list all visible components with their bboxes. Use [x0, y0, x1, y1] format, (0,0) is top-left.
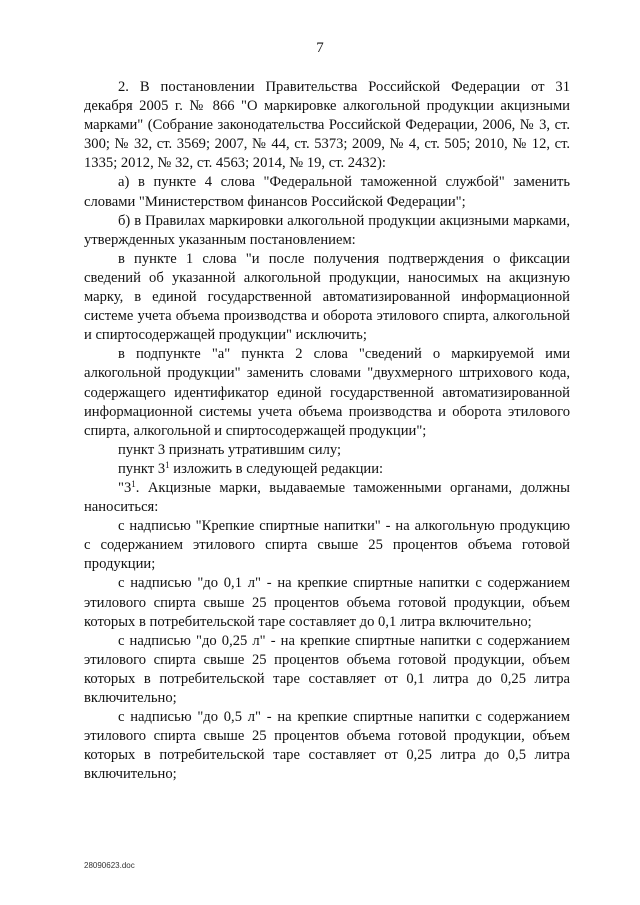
document-footer: 28090623.doc [84, 861, 135, 870]
superscript: 1 [165, 459, 170, 470]
point-text-start: "3 [118, 479, 132, 496]
paragraph-item-b: б) в Правилах маркировки алкогольной продукции акцизными марками, утвержденных указанным постановлением: [84, 212, 570, 248]
paragraph-up-to-0-25: с надписью "до 0,25 л" - на крепкие спиртные напитки с содержанием этилового спирта свыше 25 процентов объема готовой продукции, объем которых в потребительской таре составляет от 0,1 литра до 0,25 литра включительно; [84, 632, 570, 706]
paragraph-point-3: пункт 3 признать утратившим силу; [118, 441, 342, 458]
paragraph-point-2a: в подпункте "а" пункта 2 слова "сведений о маркируемой ими алкогольной продукции" заменить словами "двухмерного штрихового кода, содержащего идентификатор единой государственной автоматизированной информационной системы учета объема производства и оборота этилового спирта, алкогольной и спиртосодержащей продукции"; [84, 346, 570, 439]
paragraph-point-1: в пункте 1 слова "и после получения подтверждения о фиксации сведений об указанной алкогольной продукции, наносимых на акцизную марку, в единой государственной автоматизированной информационной системе учета объема производства и оборота этилового спирта, алкогольной и спиртосодержащей продукции" исключить; [84, 250, 570, 344]
paragraph-up-to-0-5: с надписью "до 0,5 л" - на крепкие спиртные напитки с содержанием этилового спирта свыше 25 процентов объема готовой продукции, объем которых в потребительской таре составляет от 0,25 литра до 0,5 литра включительно; [84, 709, 570, 783]
paragraph-point-3-1 [84, 460, 570, 479]
paragraph-new-3-1 [84, 479, 570, 517]
point-text-end: . Акцизные марки, выдаваемые таможенными органами, должны наноситься: [84, 479, 570, 516]
page-number: 7 [316, 40, 324, 56]
paragraph-item-a: а) в пункте 4 слова "Федеральной таможенной службой" заменить словами "Министерством финансов Российской Федерации"; [84, 174, 570, 210]
paragraph-up-to-0-1: с надписью "до 0,1 л" - на крепкие спиртные напитки с содержанием этилового спирта свыше 25 процентов объема готовой продукции, объем которых в потребительской таре составляет до 0,1 литра включительно; [84, 575, 570, 630]
point-text-start: пункт 3 [118, 460, 166, 477]
paragraph-amendment-2: 2. В постановлении Правительства Российской Федерации от 31 декабря 2005 г. № 866 "О маркировке алкогольной продукции акцизными марками" (Собрание законодательства Российской Федерации, 2006, № 3, ст. 300; № 32, ст. 3569; 2007, № 44, ст. 5373; 2009, № 4, ст. 505; 2010, № 12, ст. 1335; 2012, № 32, ст. 4563; 2014, № 19, ст. 2432): [84, 79, 570, 172]
point-text-end: изложить в следующей редакции: [169, 460, 384, 477]
superscript: 1 [131, 478, 136, 489]
document-body [84, 78, 570, 784]
paragraph-strong-spirits: с надписью "Крепкие спиртные напитки" - на алкогольную продукцию с содержанием этилового спирта свыше 25 процентов объема готовой продукции; [84, 518, 570, 573]
